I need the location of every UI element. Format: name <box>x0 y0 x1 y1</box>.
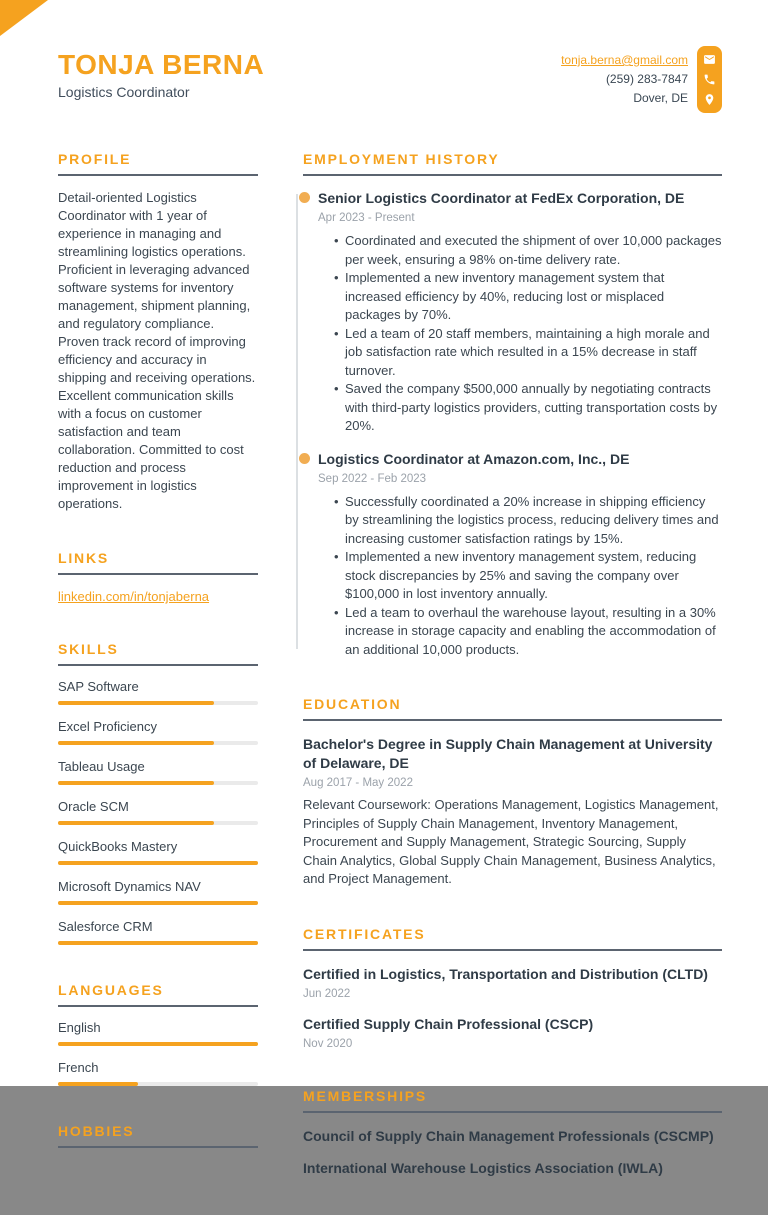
heading-rule <box>303 719 722 721</box>
meter-label: Salesforce CRM <box>58 919 153 934</box>
location-text: Dover, DE <box>633 91 688 105</box>
right-column <box>303 151 722 1215</box>
meter-fill <box>58 821 214 825</box>
meter-fill <box>58 701 214 705</box>
meter-item <box>58 1019 258 1046</box>
meter-track <box>58 861 258 865</box>
languages-heading: LANGUAGES <box>58 982 164 998</box>
certificate-item <box>303 1015 722 1051</box>
job-entry <box>318 189 722 436</box>
hobbies-heading: HOBBIES <box>58 1123 135 1139</box>
meter-track <box>58 821 258 825</box>
heading-rule <box>58 1146 258 1148</box>
coursework-text: Relevant Coursework: Operations Management, Logistics Management, Principles of Supply Chain Management, Inventory Management, Procurement and Supply Management, Strategic Sourcing, Supply Chain Analytics, Global Supply Chain Management, Business Analytics, and Project Management. <box>303 797 719 886</box>
certificates-heading: CERTIFICATES <box>303 925 426 942</box>
heading-rule <box>58 664 258 666</box>
meter-item <box>58 758 258 785</box>
profile-text: Detail-oriented Logistics Coordinator with 1 year of experience in managing and streamlining logistics operations. Proficient in leveraging advanced software systems for inventory management, shipment planning, and regulatory compliance. Proven track record of improving efficiency and accuracy in shipping and receiving operations. Excellent communication skills with a focus on customer satisfaction and team collaboration. Committed to cost reduction and process improvement in logistics operations. <box>58 190 256 511</box>
certificates-section <box>303 926 722 1051</box>
meter-item <box>58 918 258 945</box>
meter-fill <box>58 1082 138 1086</box>
meter-track <box>58 701 258 705</box>
meter-fill <box>58 1042 258 1046</box>
meter-track <box>58 1082 258 1086</box>
job-title: Senior Logistics Coordinator at FedEx Corporation, DE <box>318 190 685 206</box>
meter-label: French <box>58 1060 99 1075</box>
profile-heading: PROFILE <box>58 151 132 167</box>
certificate-date: Nov 2020 <box>303 1037 353 1050</box>
degree-title: Bachelor's Degree in Supply Chain Management at University of Delaware, DE <box>303 736 713 771</box>
heading-rule <box>303 949 722 951</box>
job-dates: Apr 2023 - Present <box>318 212 415 224</box>
meter-label: QuickBooks Mastery <box>58 839 178 854</box>
meter-label: Microsoft Dynamics NAV <box>58 879 201 894</box>
certificate-name: Certified in Logistics, Transportation and Distribution (CLTD) <box>303 965 708 982</box>
meter-label: SAP Software <box>58 679 139 694</box>
job-dates: Sep 2022 - Feb 2023 <box>318 472 427 485</box>
phone-icon <box>703 73 716 86</box>
certificates-list <box>303 965 722 1051</box>
certificate-name: Certified Supply Chain Professional (CSCP) <box>303 1015 594 1032</box>
contact-block <box>561 46 722 113</box>
membership-name: Council of Supply Chain Management Professionals (CSCMP) <box>303 1127 714 1144</box>
meter-item <box>58 798 258 825</box>
meter-item <box>58 1059 258 1086</box>
meter-fill <box>58 741 214 745</box>
certificate-item <box>303 965 722 1001</box>
links-section <box>58 550 258 604</box>
memberships-section <box>303 1088 722 1178</box>
links-heading: LINKS <box>58 550 109 566</box>
job-bullet: • Implemented a new inventory management system that increased efficiency by 40%, reducing lost or misplaced packages by 70%. <box>333 269 722 325</box>
meter-item <box>58 878 258 905</box>
envelope-icon <box>703 53 716 66</box>
memberships-heading: MEMBERSHIPS <box>303 1087 428 1104</box>
job-bullet: • Coordinated and executed the shipment of over 10,000 packages per week, ensuring a 98% on-time delivery rate. <box>333 232 722 269</box>
meter-label: Excel Proficiency <box>58 719 157 734</box>
membership-item <box>303 1159 722 1178</box>
meter-label: Oracle SCM <box>58 799 129 814</box>
languages-list <box>58 1019 258 1086</box>
meter-track <box>58 1042 258 1046</box>
education-heading: EDUCATION <box>303 696 402 712</box>
employment-timeline <box>303 189 722 659</box>
linkedin-link[interactable]: linkedin.com/in/tonjaberna <box>58 589 210 604</box>
job-bullet: • Saved the company $500,000 annually by negotiating contracts with third-party logistics providers, cutting transportation costs by 20%. <box>333 380 722 436</box>
identity-block <box>58 50 264 100</box>
job-bullet: • Implemented a new inventory management system, reducing stock discrepancies by 25% and saving the company over $100,000 in lost inventory annually. <box>333 548 722 604</box>
skills-heading: SKILLS <box>58 641 119 657</box>
hobbies-section <box>58 1123 258 1148</box>
meter-track <box>58 941 258 945</box>
meter-item <box>58 718 258 745</box>
left-column <box>58 151 258 1185</box>
meter-fill <box>58 901 258 905</box>
phone-number: (259) 283-7847 <box>605 72 688 86</box>
meter-track <box>58 901 258 905</box>
contact-lines <box>561 46 688 108</box>
meter-label: English <box>58 1020 101 1035</box>
meter-fill <box>58 861 258 865</box>
meter-fill <box>58 941 258 945</box>
candidate-role: Logistics Coordinator <box>58 84 190 100</box>
email-link[interactable]: tonja.berna@gmail.com <box>561 53 688 67</box>
job-bullets <box>333 493 722 660</box>
meter-track <box>58 781 258 785</box>
meter-item <box>58 838 258 865</box>
job-bullet: • Led a team of 20 staff members, maintaining a high morale and job satisfaction rate which resulted in a 15% decrease in staff turnover. <box>333 325 722 381</box>
profile-section <box>58 151 258 513</box>
education-section <box>303 696 722 889</box>
job-entry <box>318 450 722 660</box>
employment-heading: EMPLOYMENT HISTORY <box>303 151 500 167</box>
heading-rule <box>58 174 258 176</box>
education-dates: Aug 2017 - May 2022 <box>303 777 413 789</box>
job-bullets <box>333 232 722 436</box>
meter-track <box>58 741 258 745</box>
memberships-list <box>303 1127 722 1178</box>
employment-section <box>303 151 722 659</box>
job-bullet: • Successfully coordinated a 20% increase in shipping efficiency by streamlining the logistics process, reducing delivery times and increasing customer satisfaction ratings by 15%. <box>333 493 722 549</box>
meter-item <box>58 678 258 705</box>
contact-icon-bar <box>697 46 722 113</box>
skills-section <box>58 641 258 945</box>
location-pin-icon <box>703 93 716 106</box>
membership-item <box>303 1127 722 1146</box>
job-title: Logistics Coordinator at Amazon.com, Inc., DE <box>318 450 630 467</box>
job-bullet: • Led a team to overhaul the warehouse layout, resulting in a 30% increase in storage capacity and enabling the accommodation of an additional 10,000 products. <box>333 604 722 660</box>
certificate-date: Jun 2022 <box>303 987 351 1000</box>
heading-rule <box>303 174 722 176</box>
membership-name: International Warehouse Logistics Association (IWLA) <box>303 1159 663 1176</box>
meter-fill <box>58 781 214 785</box>
heading-rule <box>58 1005 258 1007</box>
heading-rule <box>303 1111 722 1113</box>
skills-list <box>58 678 258 945</box>
heading-rule <box>58 573 258 575</box>
candidate-name: TONJA BERNA <box>58 49 265 80</box>
meter-label: Tableau Usage <box>58 759 145 774</box>
corner-accent-triangle <box>0 0 48 36</box>
languages-section <box>58 982 258 1086</box>
